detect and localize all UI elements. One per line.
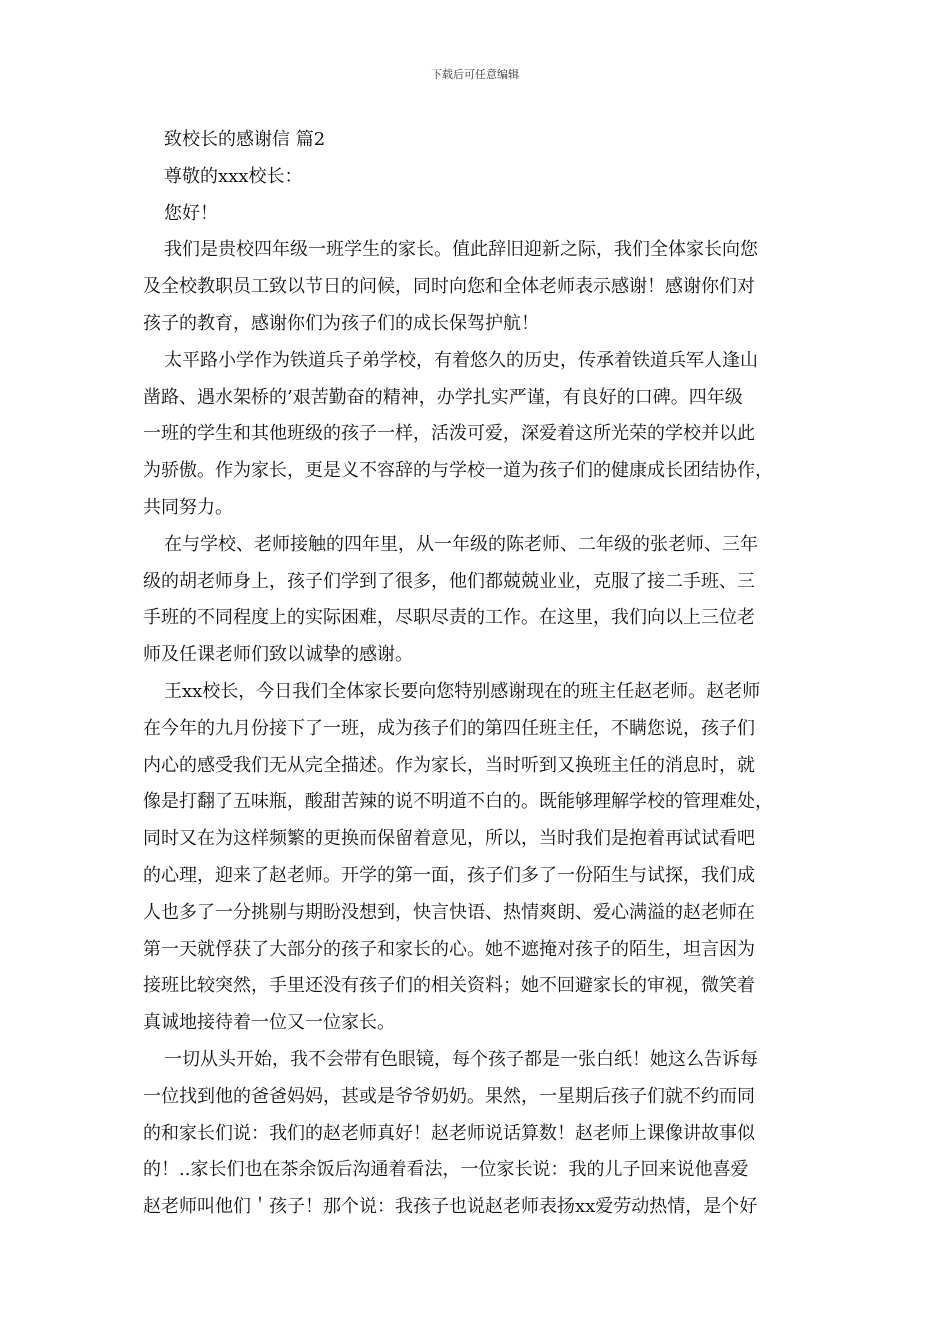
paragraph-line: 孩子的教育，感谢你们为孩子们的成长保驾护航！ [143,312,539,334]
paragraph-line: 凿路、遇水架桥的’艰苦勤奋的精神，办学扎实严谨，有良好的口碑。四年级 [143,386,743,408]
paragraph-line: 在与学校、老师接触的四年里，从一年级的陈老师、二年级的张老师、三年 [164,533,758,555]
paragraph-line: 师及任课老师们致以诚挚的感谢。 [143,644,413,666]
paragraph-line: 一班的学生和其他班级的孩子一样，活泼可爱，深爱着这所光荣的学校并以此 [143,423,755,445]
paragraph-line: 的！..家长们也在茶余饭后沟通着看法，一位家长说：我的儿子回来说他喜爱 [143,1159,749,1181]
paragraph-1 [143,232,813,342]
paragraph-line: 第一天就俘获了大部分的孩子和家长的心。她不遮掩对孩子的陌生，坦言因为 [143,938,755,960]
header-note: 下载后可任意编辑 [431,68,519,81]
paragraph-line: 的心理，迎来了赵老师。开学的第一面，孩子们多了一份陌生与试探，我们成 [143,864,755,886]
paragraph-line: 及全校教职员工致以节日的问候，同时向您和全体老师表示感谢！感谢你们对 [143,276,755,298]
paragraph-line: 人也多了一分挑剔与期盼没想到，快言快语、热情爽朗、爱心满溢的赵老师在 [143,901,755,923]
paragraph-line: 王xx校长，今日我们全体家长要向您特别感谢现在的班主任赵老师。赵老师 [164,680,761,702]
paragraph-line: 接班比较突然，手里还没有孩子们的相关资料；她不回避家长的审视，微笑着 [143,975,755,997]
paragraph-line: 的和家长们说：我们的赵老师真好！赵老师说话算数！赵老师上课像讲故事似 [143,1122,755,1144]
paragraph-line: 在今年的九月份接下了一班，成为孩子们的第四任班主任，不瞒您说，孩子们 [143,717,755,739]
letter-title: 致校长的感谢信 篇2 [164,129,326,150]
greeting: 您好！ [164,202,218,224]
paragraph-line: 一位找到他的爸爸妈妈，甚或是爷爷奶奶。果然，一星期后孩子们就不约而同 [143,1085,755,1107]
paragraph-line: 一切从头开始，我不会带有色眼镜，每个孩子都是一张白纸！她这么告诉每 [164,1048,758,1070]
paragraph-line: 级的胡老师身上，孩子们学到了很多，他们都兢兢业业，克服了接二手班、三 [143,570,755,592]
paragraph-5 [143,1042,813,1226]
paragraph-line: 共同努力。 [143,496,233,518]
paragraph-line: 像是打翻了五味瓶，酸甜苦辣的说不明道不白的。既能够理解学校的管理难处， [143,791,773,813]
paragraph-2 [143,343,813,527]
paragraph-line: 同时又在为这样频繁的更换而保留着意见，所以，当时我们是抱着再试试看吧 [143,828,755,850]
paragraph-line: 手班的不同程度上的实际困难，尽职尽责的工作。在这里，我们向以上三位老 [143,607,755,629]
paragraph-line: 真诚地接待着一位又一位家长。 [143,1012,395,1034]
paragraph-line: 内心的感受我们无从完全描述。作为家长，当时听到又换班主任的消息时，就 [143,754,755,776]
paragraph-3 [143,527,813,674]
paragraph-4 [143,674,813,1042]
letter-body [143,122,813,1226]
paragraph-line: 太平路小学作为铁道兵子弟学校，有着悠久的历史，传承着铁道兵军人逢山 [164,349,758,371]
salutation: 尊敬的xxx校长： [164,165,303,187]
paragraph-line: 赵老师叫他们＇孩子！那个说：我孩子也说赵老师表扬xx爱劳动热情，是个好 [143,1196,758,1218]
paragraph-line: 为骄傲。作为家长，更是义不容辞的与学校一道为孩子们的健康成长团结协作， [143,460,773,482]
paragraph-line: 我们是贵校四年级一班学生的家长。值此辞旧迎新之际，我们全体家长向您 [164,239,758,261]
